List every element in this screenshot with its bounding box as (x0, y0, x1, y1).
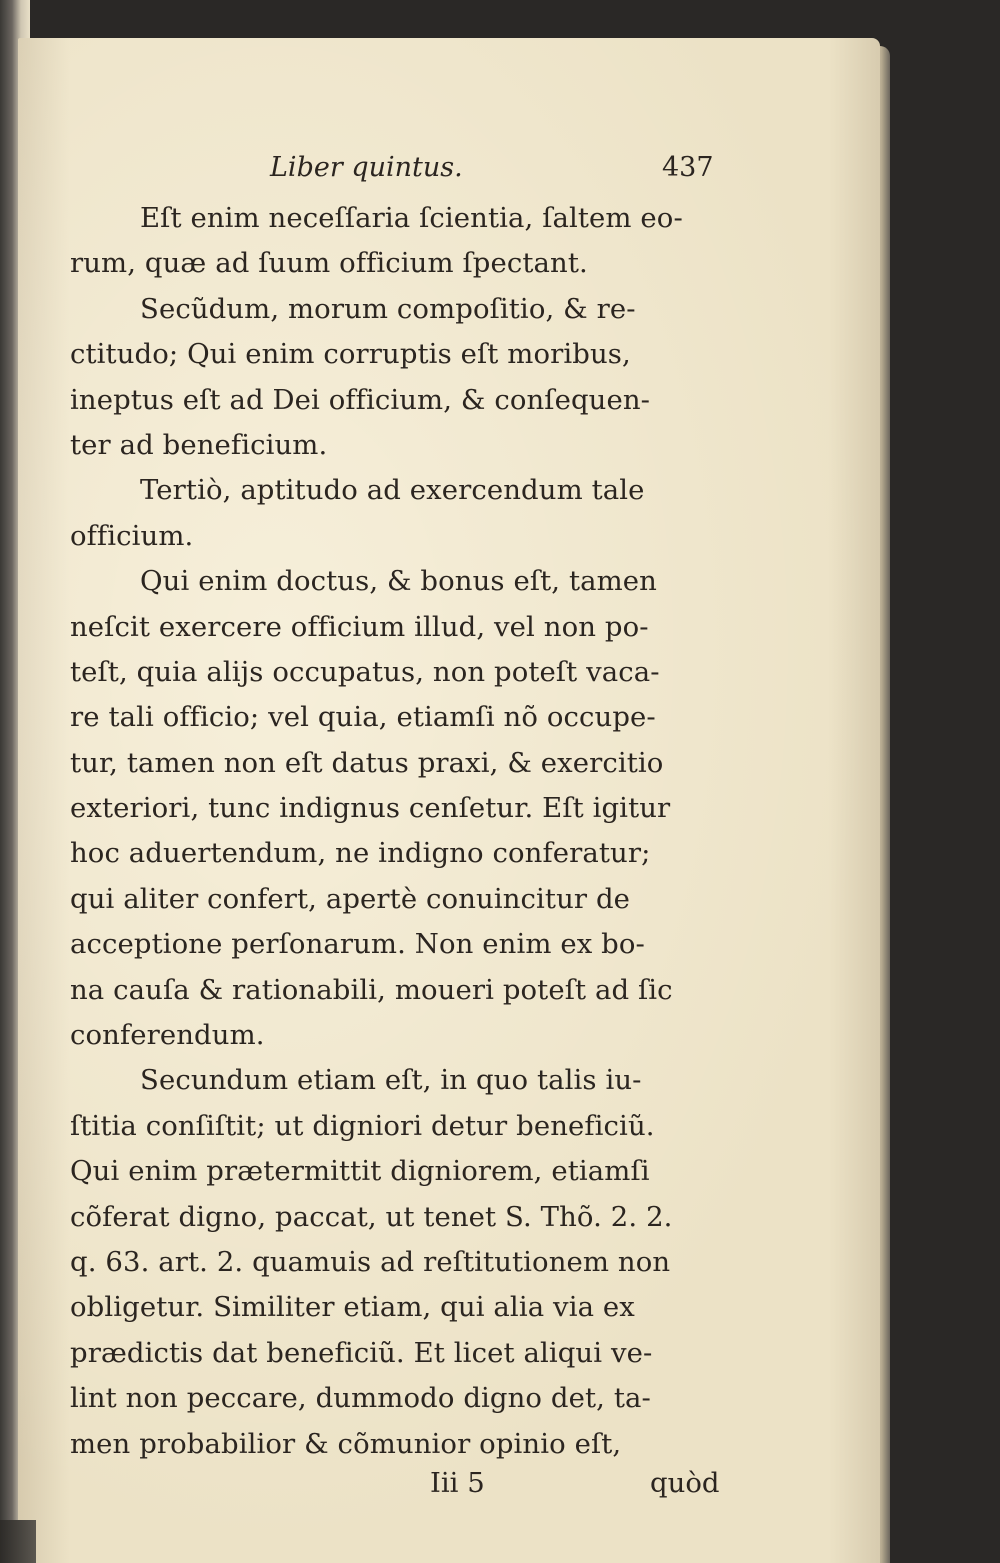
text-line: re tali officio; vel quia, etiamſi nõ occupe- (70, 701, 656, 734)
page-number: 437 (662, 152, 714, 183)
text-line: Secũdum, morum compoſitio, & re- (140, 292, 636, 325)
catchline (70, 1467, 750, 1513)
text-block (70, 148, 750, 1513)
text-line: na cauſa & rationabili, moueri poteſt ad ſic (70, 973, 673, 1006)
text-line: exteriori, tunc indignus cenſetur. Eſt igitur (70, 792, 671, 825)
text-line: neſcit exercere officium illud, vel non po- (70, 610, 649, 643)
text-line: acceptione perſonarum. Non enim ex bo- (70, 928, 645, 961)
catchword: quòd (650, 1466, 720, 1499)
signature-mark: Iii 5 (430, 1466, 485, 1499)
text-line: ineptus eſt ad Dei officium, & conſequen- (70, 383, 651, 416)
text-line: Eſt enim neceſſaria ſcientia, ſaltem eo- (140, 202, 683, 234)
text-line: Qui enim prætermittit digniorem, etiamſi (70, 1155, 650, 1188)
book-page (18, 38, 880, 1563)
text-line: rum, quæ ad ſuum officium ſpectant. (70, 247, 588, 280)
text-line: Tertiò, aptitudo ad exercendum tale (140, 474, 645, 507)
text-line: ſtitia conſiſtit; ut digniori detur beneficiũ. (70, 1109, 655, 1142)
running-title: Liber quintus. (270, 152, 463, 183)
text-line: cõferat digno, paccat, ut tenet S. Thõ. 2. 2. (70, 1200, 673, 1233)
body-text (70, 196, 750, 1467)
text-line: obligetur. Similiter etiam, qui alia via ex (70, 1291, 635, 1324)
text-line: officium. (70, 519, 194, 552)
text-line: prædictis dat beneficiũ. Et licet aliqui ve- (70, 1336, 653, 1369)
text-line: qui aliter confert, apertè conuincitur de (70, 882, 631, 915)
text-line: ctitudo; Qui enim corruptis eſt moribus, (70, 338, 631, 371)
text-line: teſt, quia alijs occupatus, non poteſt vaca- (70, 655, 660, 688)
text-line: ter ad beneficium. (70, 428, 328, 461)
text-line: men probabilior & cõmunior opinio eſt, (70, 1427, 622, 1460)
text-line: Secundum etiam eſt, in quo talis iu- (140, 1064, 642, 1097)
text-line: Qui enim doctus, & bonus eſt, tamen (140, 565, 657, 598)
running-head (70, 148, 750, 196)
text-line: hoc aduertendum, ne indigno conferatur; (70, 837, 651, 870)
text-line: conferendum. (70, 1019, 265, 1052)
text-line: q. 63. art. 2. quamuis ad reſtitutionem non (70, 1245, 671, 1278)
binding-clasp (0, 1520, 36, 1563)
text-line: lint non peccare, dummodo digno det, ta- (70, 1382, 651, 1415)
text-line: tur, tamen non eſt datus praxi, & exercitio (70, 746, 664, 779)
